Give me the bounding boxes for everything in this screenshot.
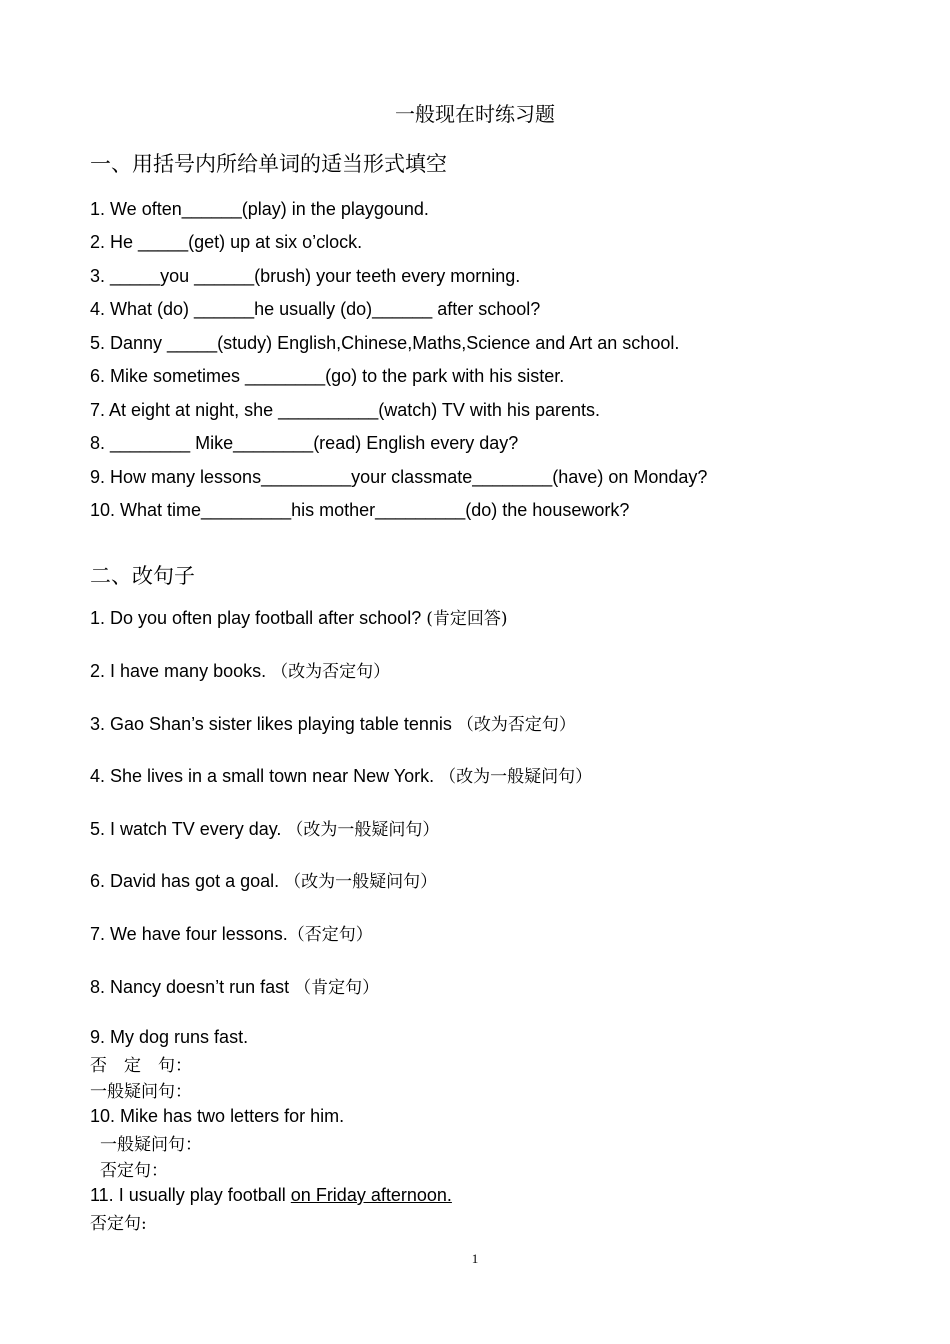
- rewrite-item-5: [90, 815, 439, 840]
- rewrite-item-1-text: 1. Do you often play football after school?: [90, 608, 427, 628]
- rewrite-item-8: [90, 973, 379, 998]
- rewrite-item-10: 10. Mike has two letters for him.: [90, 1106, 345, 1126]
- fill-item-6: 6. Mike sometimes ________(go) to the park with his sister.: [90, 366, 565, 386]
- section2-heading: 二、改句子: [90, 564, 195, 588]
- fill-item-4: 4. What (do) ______he usually (do)______ after school?: [90, 299, 541, 319]
- rewrite-item-1-instruction: (肯定回答): [426, 609, 508, 629]
- item9-negative-label: 否 定 句：: [90, 1056, 192, 1076]
- rewrite-item-2-text: 2. I have many books.: [90, 661, 272, 681]
- fill-item-5: 5. Danny _____(study) English,Chinese,Maths,Science and Art an school.: [90, 333, 680, 353]
- fill-item-1: 1. We often______(play) in the playgound.: [90, 199, 429, 219]
- fill-item-10: 10. What time_________his mother_________(do) the housework?: [90, 500, 630, 520]
- rewrite-item-7-text: 7. We have four lessons.: [90, 924, 288, 944]
- rewrite-item-4-text: 4. She lives in a small town near New York.: [90, 766, 440, 786]
- fill-item-9: 9. How many lessons_________your classmate________(have) on Monday?: [90, 467, 708, 487]
- rewrite-item-6-text: 6. David has got a goal.: [90, 871, 285, 891]
- rewrite-item-1: [90, 604, 507, 629]
- fill-item-3: 3. _____you ______(brush) your teeth every morning.: [90, 266, 521, 286]
- rewrite-item-5-instruction: （改为一般疑问句）: [286, 820, 440, 840]
- rewrite-item-11: [90, 1185, 452, 1206]
- rewrite-item-5-text: 5. I watch TV every day.: [90, 819, 287, 839]
- item11-underlined-phrase: on Friday afternoon.: [290, 1185, 452, 1205]
- rewrite-item-6: [90, 867, 437, 892]
- rewrite-item-8-instruction: （肯定句）: [294, 978, 380, 998]
- item10-negative-label: 否定句：: [100, 1161, 168, 1181]
- rewrite-item-2-instruction: （改为否定句）: [271, 662, 391, 682]
- rewrite-item-3-instruction: （改为否定句）: [456, 715, 576, 735]
- fill-item-8: 8. ________ Mike________(read) English every day?: [90, 433, 519, 453]
- rewrite-item-4-instruction: （改为一般疑问句）: [439, 767, 593, 787]
- rewrite-item-3: [90, 710, 576, 735]
- item11-text: 11. I usually play football: [90, 1185, 291, 1205]
- rewrite-item-7-instruction: （否定句）: [287, 925, 373, 945]
- page-title: 一般现在时练习题: [395, 102, 555, 126]
- item11-negative-label: 否定句:: [90, 1214, 147, 1234]
- rewrite-item-8-text: 8. Nancy doesn’t run fast: [90, 977, 295, 997]
- item9-question-label: 一般疑问句：: [90, 1082, 192, 1102]
- section1-heading: 一、用括号内所给单词的适当形式填空: [90, 152, 447, 176]
- rewrite-item-3-text: 3. Gao Shan’s sister likes playing table tennis: [90, 714, 457, 734]
- rewrite-item-7: [90, 920, 373, 945]
- page-number: 1: [471, 1251, 479, 1266]
- fill-item-2: 2. He _____(get) up at six o’clock.: [90, 232, 363, 252]
- item10-question-label: 一般疑问句：: [100, 1135, 202, 1155]
- rewrite-item-2: [90, 657, 390, 682]
- rewrite-item-4: [90, 762, 592, 787]
- rewrite-item-9: 9. My dog runs fast.: [90, 1027, 249, 1047]
- fill-item-7: 7. At eight at night, she __________(watch) TV with his parents.: [90, 400, 600, 420]
- rewrite-item-6-instruction: （改为一般疑问句）: [284, 872, 438, 892]
